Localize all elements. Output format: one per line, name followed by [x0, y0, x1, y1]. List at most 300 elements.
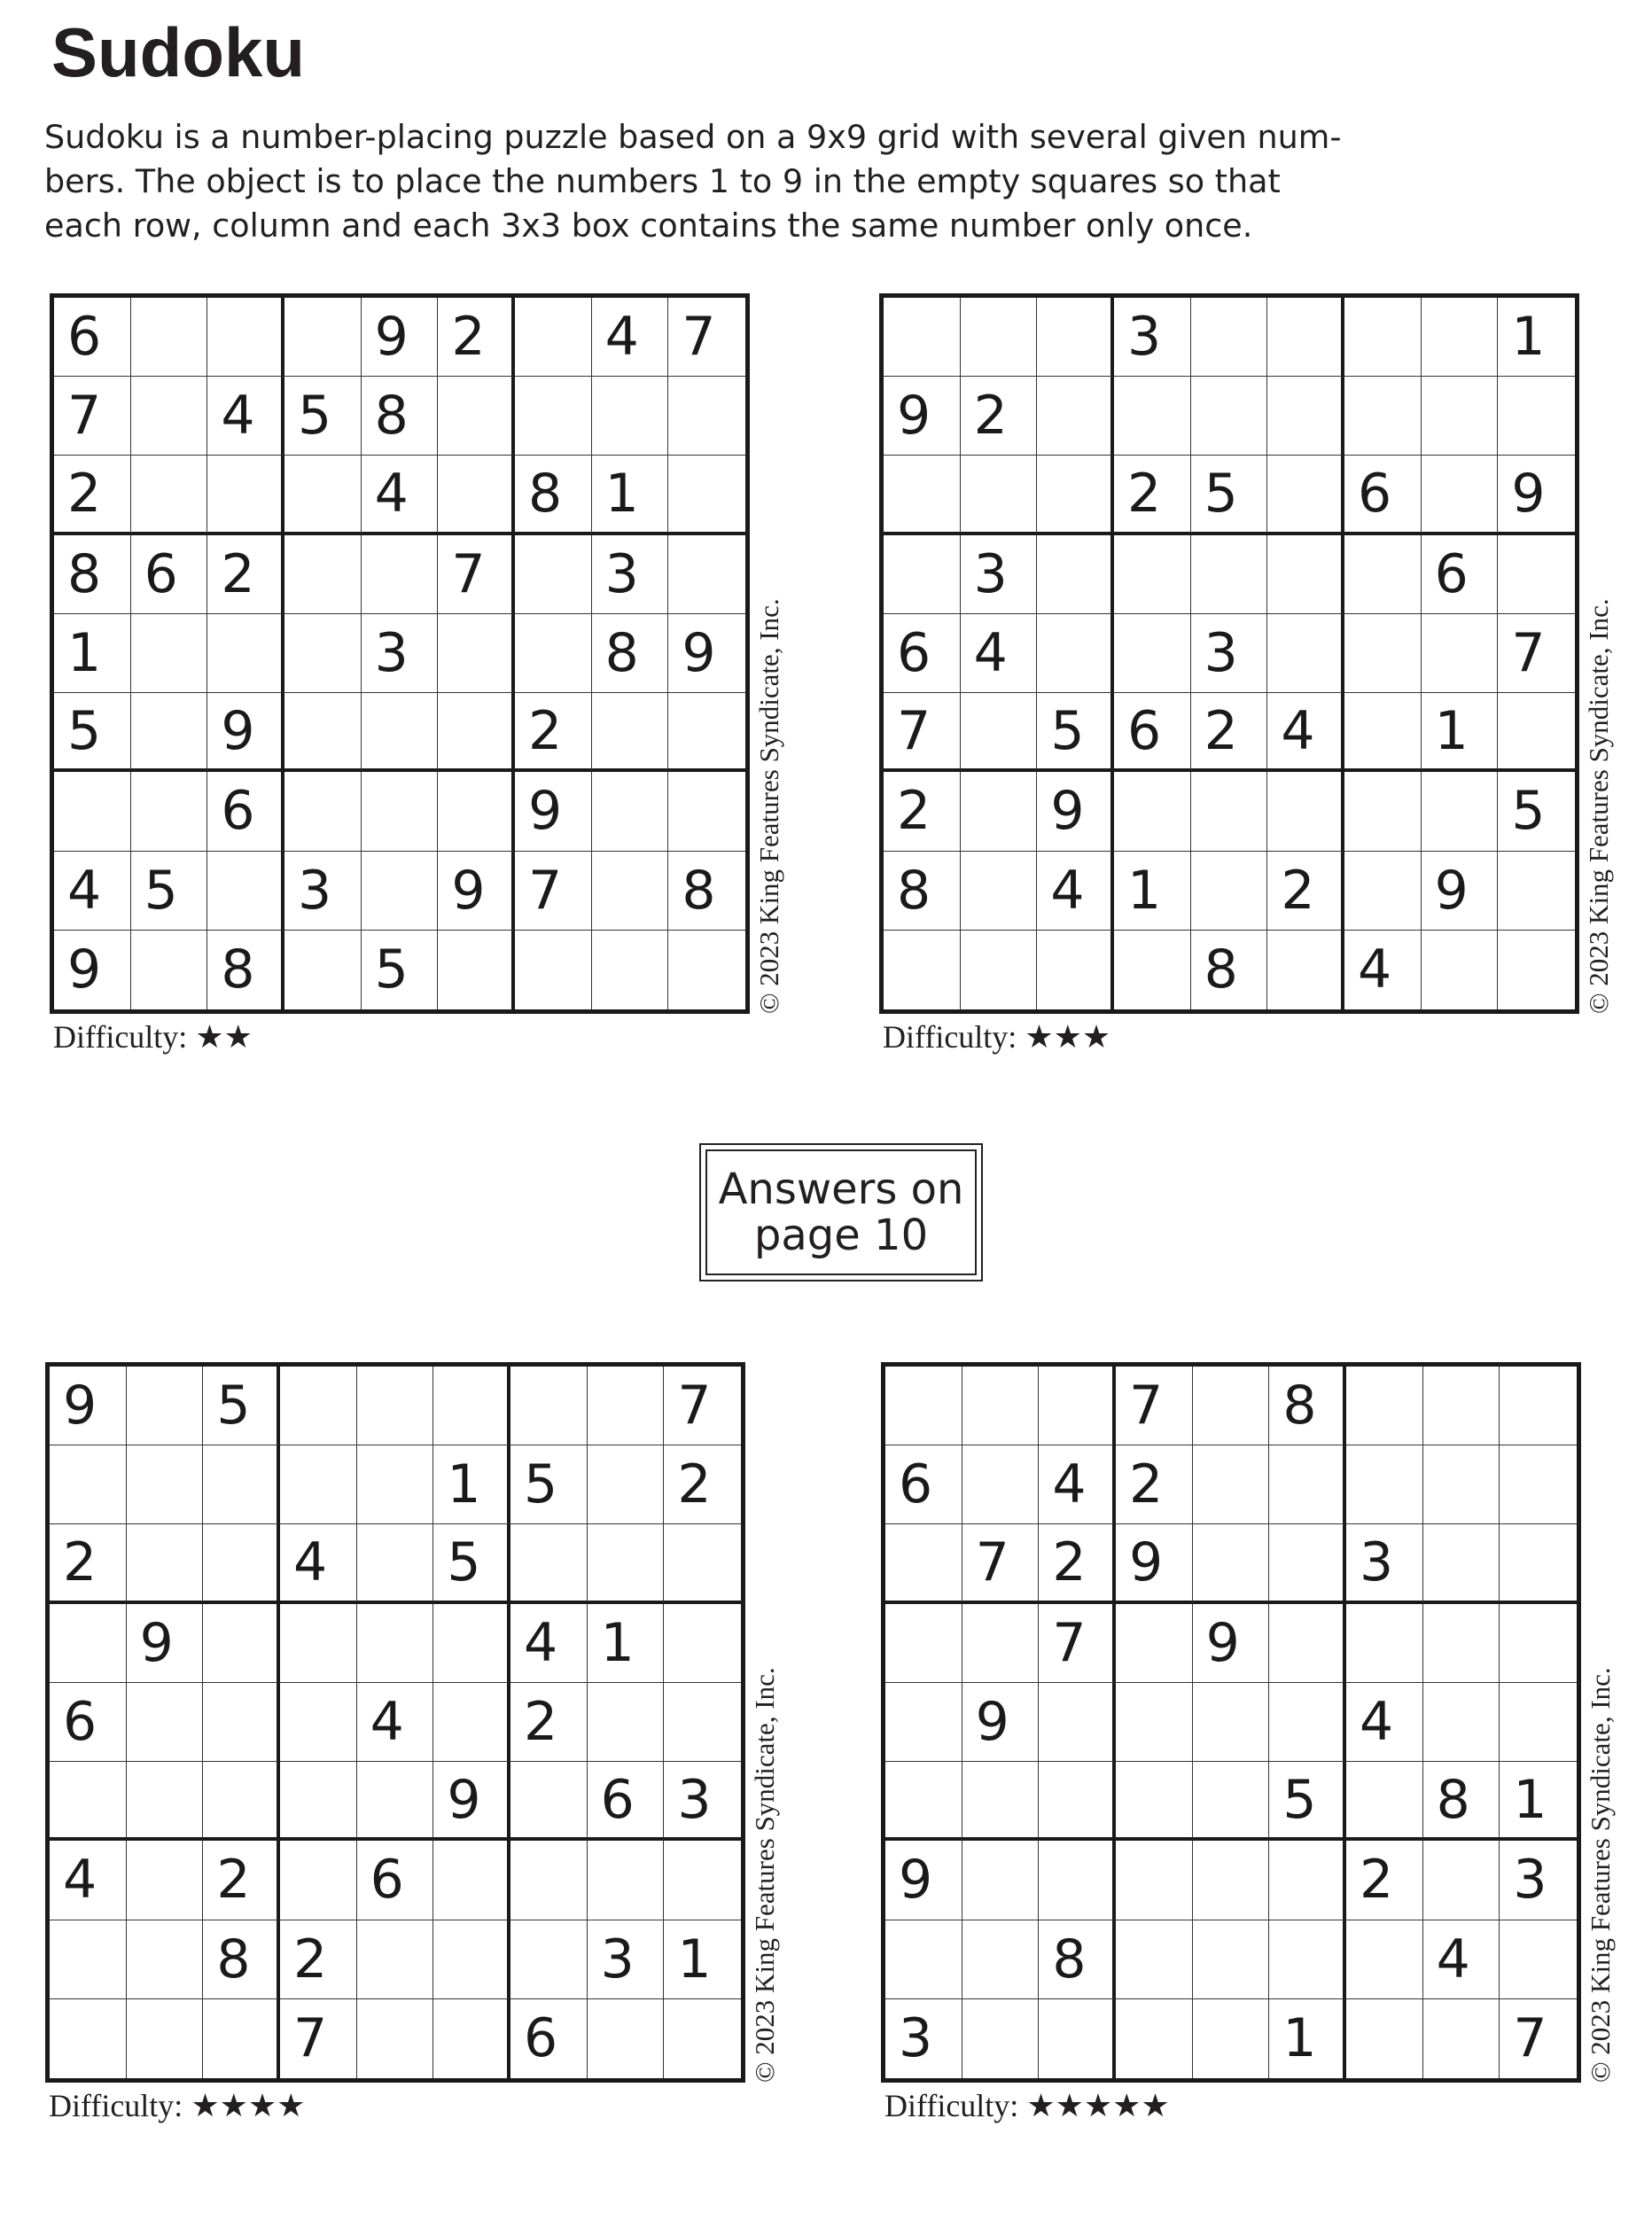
- sudoku-cell[interactable]: [664, 1841, 741, 1920]
- sudoku-cell[interactable]: [1498, 377, 1575, 456]
- sudoku-cell[interactable]: [1344, 535, 1422, 614]
- cell-digit: 2: [897, 780, 931, 843]
- sudoku-cell[interactable]: [1344, 377, 1422, 456]
- sudoku-cell[interactable]: [1500, 1683, 1577, 1762]
- sudoku-cell[interactable]: [1346, 1604, 1423, 1683]
- sudoku-cell[interactable]: [1423, 1683, 1500, 1762]
- sudoku-cell[interactable]: [127, 1841, 204, 1920]
- sudoku-cell[interactable]: [1498, 852, 1575, 931]
- sudoku-cell[interactable]: [1267, 377, 1344, 456]
- sudoku-cell[interactable]: [284, 693, 362, 772]
- sudoku-cell[interactable]: [50, 1762, 127, 1841]
- sudoku-cell[interactable]: [884, 298, 961, 377]
- cell-digit: 3: [297, 859, 332, 922]
- sudoku-cell[interactable]: [1037, 614, 1114, 693]
- sudoku-cell[interactable]: [668, 772, 745, 851]
- difficulty-label: Difficulty: ★★★: [883, 1019, 1111, 1055]
- cell-digit: 5: [297, 385, 332, 448]
- sudoku-cell[interactable]: [433, 1841, 510, 1920]
- sudoku-cell: [1344, 931, 1422, 1009]
- sudoku-cell[interactable]: [1037, 298, 1114, 377]
- cell-digit: 1: [1434, 699, 1469, 762]
- answers-note-line: Answers on: [718, 1165, 964, 1214]
- sudoku-cell[interactable]: [1422, 456, 1499, 534]
- sudoku-cell: [1423, 1762, 1500, 1841]
- sudoku-cell[interactable]: [438, 931, 515, 1009]
- cell-digit: 8: [897, 859, 931, 922]
- sudoku-cell[interactable]: [1267, 535, 1344, 614]
- sudoku-cell[interactable]: [962, 1920, 1040, 1999]
- sudoku-cell[interactable]: [131, 298, 208, 377]
- sudoku-cell: [1193, 1604, 1270, 1683]
- sudoku-cell[interactable]: [357, 1604, 434, 1683]
- sudoku-cell[interactable]: [1116, 1683, 1193, 1762]
- difficulty-label: Difficulty: ★★★★★: [884, 2088, 1170, 2123]
- sudoku-cell[interactable]: [1191, 772, 1268, 851]
- sudoku-cell[interactable]: [1422, 377, 1499, 456]
- sudoku-cell[interactable]: [433, 1920, 510, 1999]
- sudoku-cell[interactable]: [592, 377, 669, 456]
- intro-line: Sudoku is a number-placing puzzle based on a 9x9 grid with several given num-: [44, 118, 1342, 156]
- sudoku-cell[interactable]: [1267, 456, 1344, 534]
- sudoku-cell[interactable]: [515, 377, 592, 456]
- sudoku-cell[interactable]: [127, 1762, 204, 1841]
- sudoku-cell[interactable]: [357, 1762, 434, 1841]
- sudoku-cell[interactable]: [1114, 614, 1191, 693]
- sudoku-cell[interactable]: [1039, 1841, 1116, 1920]
- sudoku-cell: [961, 535, 1038, 614]
- sudoku-cell[interactable]: [510, 1367, 588, 1445]
- sudoku-cell[interactable]: [280, 1841, 357, 1920]
- cell-digit: 4: [523, 1611, 558, 1674]
- sudoku-puzzle-4: [881, 1362, 1616, 2123]
- sudoku-cell[interactable]: [280, 1604, 357, 1683]
- cell-digit: 8: [682, 859, 716, 922]
- sudoku-cell[interactable]: [1039, 1367, 1116, 1445]
- sudoku-cell[interactable]: [885, 1524, 962, 1603]
- cell-digit: 4: [1050, 859, 1085, 922]
- sudoku-cell[interactable]: [203, 1445, 280, 1524]
- sudoku-cell[interactable]: [961, 931, 1038, 1009]
- sudoku-cell[interactable]: [1346, 1920, 1423, 1999]
- sudoku-cell[interactable]: [962, 1445, 1040, 1524]
- sudoku-cell: [54, 693, 131, 772]
- sudoku-cell[interactable]: [1191, 852, 1268, 931]
- sudoku-cell[interactable]: [1037, 931, 1114, 1009]
- sudoku-cell[interactable]: [1116, 1762, 1193, 1841]
- sudoku-cell[interactable]: [54, 772, 131, 851]
- sudoku-cell[interactable]: [131, 614, 208, 693]
- sudoku-cell[interactable]: [664, 1524, 741, 1603]
- sudoku-cell[interactable]: [357, 1999, 434, 2078]
- sudoku-cell[interactable]: [515, 298, 592, 377]
- cell-digit: 5: [374, 939, 409, 1001]
- sudoku-cell[interactable]: [961, 852, 1038, 931]
- sudoku-cell: [588, 1604, 665, 1683]
- sudoku-cell: [54, 852, 131, 931]
- sudoku-cell[interactable]: [1500, 1367, 1577, 1445]
- sudoku-cell[interactable]: [433, 1999, 510, 2078]
- sudoku-cell: [1116, 1367, 1193, 1445]
- sudoku-cell[interactable]: [962, 1762, 1040, 1841]
- sudoku-cell[interactable]: [588, 1999, 665, 2078]
- sudoku-cell: [1116, 1445, 1193, 1524]
- sudoku-cell[interactable]: [664, 1999, 741, 2078]
- sudoku-cell[interactable]: [668, 535, 745, 614]
- sudoku-grid: [881, 1362, 1581, 2083]
- sudoku-cell[interactable]: [515, 614, 592, 693]
- sudoku-cell[interactable]: [1193, 1524, 1270, 1603]
- cell-digit: 7: [527, 859, 563, 922]
- sudoku-cell[interactable]: [592, 693, 669, 772]
- sudoku-cell[interactable]: [284, 931, 362, 1009]
- cell-digit: 9: [527, 780, 563, 843]
- sudoku-cell: [1423, 1920, 1500, 1999]
- cell-digit: 9: [63, 1375, 97, 1437]
- sudoku-cell: [1498, 456, 1575, 534]
- sudoku-cell[interactable]: [1498, 931, 1575, 1009]
- sudoku-cell[interactable]: [207, 614, 284, 693]
- sudoku-cell[interactable]: [362, 693, 439, 772]
- sudoku-cell[interactable]: [280, 1683, 357, 1762]
- sudoku-cell: [962, 1683, 1040, 1762]
- sudoku-cell[interactable]: [362, 535, 439, 614]
- sudoku-cell[interactable]: [885, 1367, 962, 1445]
- cell-digit: 2: [451, 306, 486, 369]
- cell-digit: 8: [1282, 1375, 1317, 1437]
- cell-digit: 6: [144, 542, 178, 605]
- sudoku-cell[interactable]: [438, 772, 515, 851]
- page-title: Sudoku: [51, 13, 305, 91]
- sudoku-cell[interactable]: [1423, 1445, 1500, 1524]
- sudoku-cell[interactable]: [438, 614, 515, 693]
- sudoku-cell[interactable]: [1193, 1999, 1270, 2078]
- sudoku-cell[interactable]: [1500, 1604, 1577, 1683]
- cell-digit: 6: [897, 621, 931, 684]
- sudoku-cell[interactable]: [884, 456, 961, 534]
- sudoku-cell[interactable]: [1116, 1999, 1193, 2078]
- cell-digit: 6: [63, 1690, 97, 1753]
- sudoku-cell[interactable]: [1346, 1762, 1423, 1841]
- sudoku-cell: [588, 1762, 665, 1841]
- sudoku-cell[interactable]: [510, 1762, 588, 1841]
- sudoku-cell[interactable]: [885, 1920, 962, 1999]
- sudoku-cell[interactable]: [433, 1367, 510, 1445]
- sudoku-cell: [884, 377, 961, 456]
- sudoku-cell[interactable]: [357, 1367, 434, 1445]
- sudoku-cell[interactable]: [1346, 1367, 1423, 1445]
- sudoku-cell[interactable]: [1269, 1524, 1346, 1603]
- sudoku-cell[interactable]: [284, 772, 362, 851]
- sudoku-cell[interactable]: [131, 931, 208, 1009]
- cell-digit: 2: [1281, 859, 1315, 922]
- sudoku-cell[interactable]: [510, 1524, 588, 1603]
- sudoku-cell[interactable]: [1498, 535, 1575, 614]
- sudoku-cell[interactable]: [1269, 1683, 1346, 1762]
- sudoku-cell[interactable]: [357, 1524, 434, 1603]
- sudoku-cell[interactable]: [1267, 298, 1344, 377]
- cell-digit: 9: [975, 1690, 1009, 1753]
- sudoku-puzzle-2: [879, 293, 1614, 1055]
- sudoku-cell: [1114, 852, 1191, 931]
- sudoku-cell: [131, 852, 208, 931]
- sudoku-cell[interactable]: [1269, 1604, 1346, 1683]
- sudoku-cell[interactable]: [207, 852, 284, 931]
- sudoku-cell[interactable]: [1116, 1841, 1193, 1920]
- sudoku-cell[interactable]: [885, 1604, 962, 1683]
- sudoku-cell[interactable]: [131, 772, 208, 851]
- sudoku-cell[interactable]: [127, 1999, 204, 2078]
- sudoku-cell[interactable]: [50, 1604, 127, 1683]
- sudoku-cell: [961, 614, 1038, 693]
- sudoku-cell[interactable]: [885, 1762, 962, 1841]
- sudoku-cell: [1346, 1524, 1423, 1603]
- difficulty-label: Difficulty: ★★★★: [49, 2088, 306, 2123]
- sudoku-cell[interactable]: [203, 1999, 280, 2078]
- sudoku-cell[interactable]: [438, 693, 515, 772]
- cell-digit: 4: [1436, 1928, 1470, 1990]
- sudoku-cell[interactable]: [668, 931, 745, 1009]
- sudoku-cell[interactable]: [1423, 1524, 1500, 1603]
- sudoku-cell[interactable]: [203, 1604, 280, 1683]
- sudoku-cell[interactable]: [438, 456, 515, 534]
- sudoku-cell[interactable]: [588, 1445, 665, 1524]
- sudoku-cell: [50, 1683, 127, 1762]
- sudoku-cell[interactable]: [1193, 1445, 1270, 1524]
- sudoku-cell[interactable]: [1267, 772, 1344, 851]
- sudoku-cell: [884, 614, 961, 693]
- sudoku-cell[interactable]: [207, 298, 284, 377]
- sudoku-cell[interactable]: [1114, 535, 1191, 614]
- sudoku-cell[interactable]: [1423, 1841, 1500, 1920]
- sudoku-cell[interactable]: [1346, 1445, 1423, 1524]
- sudoku-cell[interactable]: [1116, 1920, 1193, 1999]
- sudoku-cell[interactable]: [1037, 456, 1114, 534]
- sudoku-cell[interactable]: [1037, 377, 1114, 456]
- sudoku-cell: [54, 614, 131, 693]
- sudoku-cell[interactable]: [284, 298, 362, 377]
- cell-digit: 2: [973, 385, 1008, 448]
- sudoku-cell[interactable]: [1114, 772, 1191, 851]
- sudoku-cell[interactable]: [127, 1683, 204, 1762]
- sudoku-cell[interactable]: [1500, 1920, 1577, 1999]
- cell-digit: 7: [1128, 1375, 1164, 1437]
- sudoku-cell[interactable]: [127, 1445, 204, 1524]
- sudoku-cell[interactable]: [1344, 772, 1422, 851]
- cell-digit: 6: [600, 1768, 635, 1831]
- sudoku-cell[interactable]: [433, 1604, 510, 1683]
- sudoku-cell[interactable]: [1500, 1445, 1577, 1524]
- sudoku-cell[interactable]: [1116, 1604, 1193, 1683]
- sudoku-cell[interactable]: [1344, 298, 1422, 377]
- sudoku-cell: [962, 1524, 1040, 1603]
- cell-digit: 9: [221, 699, 255, 762]
- sudoku-cell[interactable]: [885, 1683, 962, 1762]
- sudoku-cell[interactable]: [961, 456, 1038, 534]
- sudoku-cell[interactable]: [668, 456, 745, 534]
- intro-text: [44, 115, 1342, 248]
- sudoku-cell[interactable]: [127, 1920, 204, 1999]
- sudoku-cell[interactable]: [664, 1604, 741, 1683]
- sudoku-cell[interactable]: [1423, 1999, 1500, 2078]
- cell-digit: 4: [292, 1531, 328, 1594]
- sudoku-cell[interactable]: [668, 693, 745, 772]
- sudoku-cell[interactable]: [1193, 1920, 1270, 1999]
- sudoku-cell[interactable]: [1193, 1841, 1270, 1920]
- sudoku-cell: [362, 298, 439, 377]
- sudoku-cell[interactable]: [50, 1920, 127, 1999]
- sudoku-cell[interactable]: [357, 1445, 434, 1524]
- sudoku-cell[interactable]: [1267, 614, 1344, 693]
- sudoku-cell[interactable]: [588, 1841, 665, 1920]
- sudoku-cell[interactable]: [1422, 772, 1499, 851]
- sudoku-cell[interactable]: [668, 377, 745, 456]
- sudoku-cell[interactable]: [362, 852, 439, 931]
- sudoku-cell[interactable]: [1191, 298, 1268, 377]
- sudoku-cell[interactable]: [433, 1683, 510, 1762]
- sudoku-cell: [54, 377, 131, 456]
- sudoku-cell[interactable]: [961, 298, 1038, 377]
- sudoku-cell[interactable]: [1269, 1445, 1346, 1524]
- cell-digit: 1: [1511, 306, 1546, 369]
- sudoku-cell[interactable]: [131, 693, 208, 772]
- sudoku-cell[interactable]: [884, 535, 961, 614]
- sudoku-cell[interactable]: [588, 1524, 665, 1603]
- sudoku-cell[interactable]: [1193, 1762, 1270, 1841]
- sudoku-cell: [127, 1604, 204, 1683]
- cell-digit: 2: [677, 1453, 712, 1516]
- sudoku-cell[interactable]: [1114, 377, 1191, 456]
- sudoku-cell[interactable]: [1346, 1999, 1423, 2078]
- sudoku-cell[interactable]: [962, 1841, 1040, 1920]
- sudoku-cell[interactable]: [1269, 1920, 1346, 1999]
- sudoku-cell: [50, 1524, 127, 1603]
- sudoku-cell[interactable]: [510, 1920, 588, 1999]
- sudoku-cell[interactable]: [961, 693, 1038, 772]
- sudoku-cell[interactable]: [207, 456, 284, 534]
- cell-digit: 2: [1052, 1531, 1087, 1594]
- sudoku-cell[interactable]: [664, 1683, 741, 1762]
- sudoku-cell: [510, 1999, 588, 2078]
- sudoku-cell[interactable]: [592, 772, 669, 851]
- sudoku-cell: [203, 1920, 280, 1999]
- sudoku-cell[interactable]: [131, 377, 208, 456]
- sudoku-cell[interactable]: [1039, 1683, 1116, 1762]
- sudoku-cell[interactable]: [50, 1445, 127, 1524]
- sudoku-cell[interactable]: [284, 614, 362, 693]
- cell-digit: 8: [216, 1928, 251, 1990]
- sudoku-cell[interactable]: [203, 1683, 280, 1762]
- sudoku-cell[interactable]: [284, 535, 362, 614]
- sudoku-cell: [50, 1841, 127, 1920]
- sudoku-cell: [357, 1841, 434, 1920]
- sudoku-cell[interactable]: [127, 1367, 204, 1445]
- sudoku-cell[interactable]: [1344, 852, 1422, 931]
- cell-digit: 7: [1513, 2007, 1547, 2070]
- sudoku-cell: [280, 1920, 357, 1999]
- sudoku-cell[interactable]: [203, 1524, 280, 1603]
- sudoku-cell[interactable]: [1422, 298, 1499, 377]
- sudoku-cell[interactable]: [1423, 1604, 1500, 1683]
- cell-digit: 1: [67, 621, 102, 684]
- sudoku-cell[interactable]: [284, 456, 362, 534]
- sudoku-cell[interactable]: [1039, 1762, 1116, 1841]
- sudoku-cell[interactable]: [127, 1524, 204, 1603]
- sudoku-cell[interactable]: [203, 1762, 280, 1841]
- sudoku-cell[interactable]: [1498, 693, 1575, 772]
- sudoku-cell[interactable]: [515, 931, 592, 1009]
- sudoku-cell[interactable]: [1344, 614, 1422, 693]
- sudoku-cell[interactable]: [962, 1999, 1040, 2078]
- sudoku-cell[interactable]: [131, 456, 208, 534]
- sudoku-cell[interactable]: [515, 535, 592, 614]
- sudoku-cell[interactable]: [1269, 1841, 1346, 1920]
- sudoku-cell: [207, 772, 284, 851]
- sudoku-cell[interactable]: [1500, 1524, 1577, 1603]
- sudoku-cell[interactable]: [962, 1604, 1040, 1683]
- sudoku-cell: [1346, 1841, 1423, 1920]
- sudoku-cell[interactable]: [1191, 377, 1268, 456]
- sudoku-cell: [54, 456, 131, 534]
- sudoku-cell[interactable]: [1344, 693, 1422, 772]
- sudoku-cell: [131, 535, 208, 614]
- sudoku-cell[interactable]: [1039, 1999, 1116, 2078]
- sudoku-cell[interactable]: [510, 1841, 588, 1920]
- cell-digit: 4: [1359, 1690, 1394, 1753]
- cell-digit: 5: [144, 859, 178, 922]
- cell-digit: 3: [1359, 1531, 1394, 1594]
- sudoku-cell[interactable]: [1114, 931, 1191, 1009]
- sudoku-cell[interactable]: [592, 852, 669, 931]
- sudoku-cell[interactable]: [1037, 535, 1114, 614]
- sudoku-cell: [1191, 931, 1268, 1009]
- sudoku-cell[interactable]: [1193, 1367, 1270, 1445]
- sudoku-cell[interactable]: [1422, 614, 1499, 693]
- cell-digit: 2: [63, 1531, 97, 1594]
- sudoku-cell[interactable]: [50, 1999, 127, 2078]
- cell-digit: 9: [451, 859, 486, 922]
- sudoku-cell: [362, 377, 439, 456]
- sudoku-cell[interactable]: [588, 1367, 665, 1445]
- sudoku-cell[interactable]: [961, 772, 1038, 851]
- cell-digit: 9: [682, 621, 716, 684]
- sudoku-cell[interactable]: [280, 1445, 357, 1524]
- sudoku-cell[interactable]: [592, 931, 669, 1009]
- sudoku-cell[interactable]: [357, 1920, 434, 1999]
- sudoku-cell[interactable]: [1193, 1683, 1270, 1762]
- cell-digit: 7: [1052, 1611, 1087, 1674]
- cell-digit: 9: [447, 1768, 481, 1831]
- sudoku-cell[interactable]: [588, 1683, 665, 1762]
- cell-digit: 8: [527, 463, 563, 526]
- sudoku-cell[interactable]: [962, 1367, 1040, 1445]
- sudoku-cell[interactable]: [1191, 535, 1268, 614]
- cell-digit: 2: [1204, 699, 1238, 762]
- sudoku-cell[interactable]: [280, 1762, 357, 1841]
- sudoku-cell[interactable]: [1267, 931, 1344, 1009]
- copyright-credit: © 2023 King Features Syndicate, Inc.: [1585, 1667, 1616, 2083]
- sudoku-cell[interactable]: [438, 377, 515, 456]
- sudoku-cell: [515, 456, 592, 534]
- sudoku-cell[interactable]: [1422, 931, 1499, 1009]
- sudoku-cell[interactable]: [362, 772, 439, 851]
- sudoku-cell[interactable]: [884, 931, 961, 1009]
- sudoku-cell: [438, 298, 515, 377]
- sudoku-cell: [664, 1445, 741, 1524]
- sudoku-cell: [1346, 1683, 1423, 1762]
- sudoku-cell[interactable]: [1423, 1367, 1500, 1445]
- sudoku-cell[interactable]: [280, 1367, 357, 1445]
